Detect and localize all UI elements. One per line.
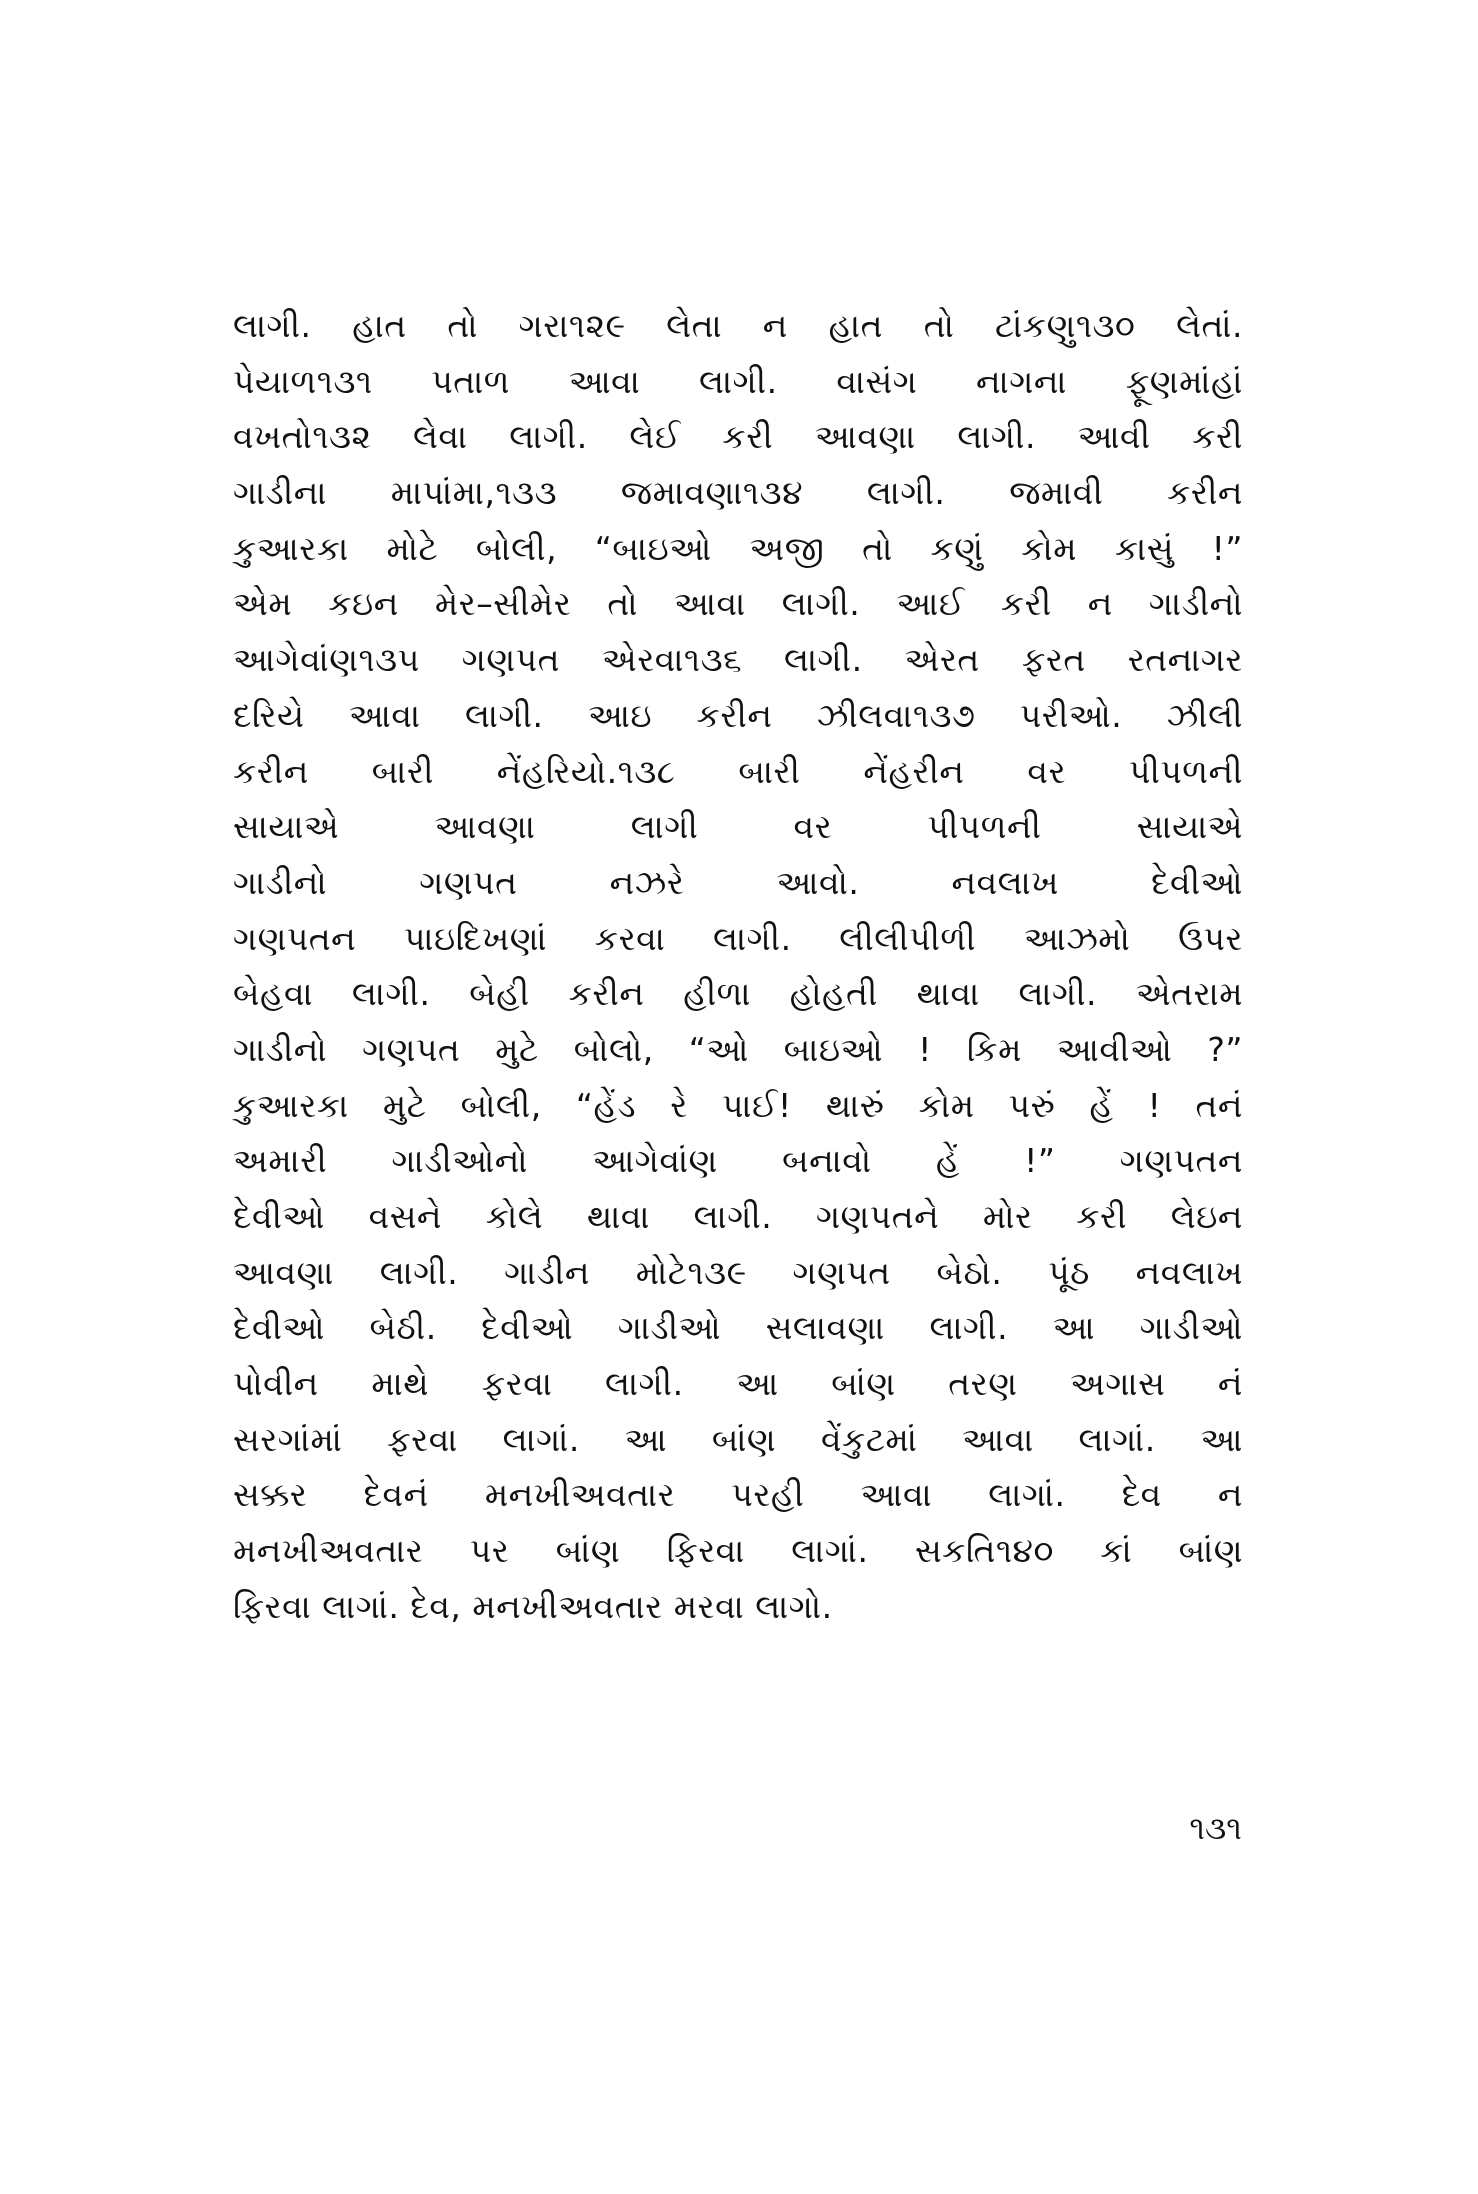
text-line: કરીન બારી નેંહરિયો.૧૩૮ બારી નેંહરીન વર પીપળની	[233, 751, 1243, 791]
text-line: એમ કઇન મેર–સીમેર તો આવા લાગી. આઈ કરી ન ગાડીનો	[233, 584, 1243, 624]
text-line: સરગાંમાં ફરવા લાગાં. આ બાંણ વેંકુટમાં આવા લાગાં. આ	[233, 1419, 1243, 1459]
text-line: ગાડીના માપાંમા,૧૩૩ જમાવણા૧૩૪ લાગી. જમાવી કરીન	[233, 473, 1243, 513]
text-line: ગાડીનો ગણપત મુટે બોલો, “ઓ બાઇઓ ! કિમ આવીઓ ?”	[233, 1029, 1243, 1069]
text-line: પોવીન માથે ફરવા લાગી. આ બાંણ તરણ અગાસ નં	[233, 1364, 1243, 1404]
text-line: દેવીઓ બેઠી. દેવીઓ ગાડીઓ સલાવણા લાગી. આ ગાડીઓ	[233, 1308, 1243, 1348]
text-line: વખતો૧૩૨ લેવા લાગી. લેઈ કરી આવણા લાગી. આવી કરી	[233, 417, 1243, 457]
page-number: ૧૩૧	[1189, 1809, 1242, 1847]
text-line: દેવીઓ વસને કોલે થાવા લાગી. ગણપતને મોર કરી લેઇન	[233, 1197, 1243, 1236]
text-line: ફિરવા લાગાં. દેવ, મનખીઅવતાર મરવા લાગો.	[233, 1586, 833, 1626]
text-line: આવણા લાગી. ગાડીન મોટે૧૩૯ ગણપત બેઠો. પૂંઠ નવલાખ	[233, 1252, 1243, 1292]
text-line: ગાડીનો ગણપત નઝરે આવો. નવલાખ દેવીઓ	[233, 862, 1243, 902]
text-line: ગણપતન પાઇદિખણાં કરવા લાગી. લીલીપીળી આઝમો ઉપર	[233, 918, 1243, 958]
text-line: પેયાળ૧૩૧ પતાળ આવા લાગી. વાસંગ નાગના ફૂણમાંહાં	[233, 361, 1243, 401]
text-line: સાયાએ આવણા લાગી વર પીપળની સાયાએ	[233, 807, 1243, 847]
text-line: કુઆરકા મોટે બોલી, “બાઇઓ અજી તો કણું કોમ કાસું !”	[233, 528, 1243, 568]
text-line: સક્કર દેવનં મનખીઅવતાર પરહી આવા લાગાં. દેવ ન	[233, 1475, 1243, 1515]
text-line: અમારી ગાડીઓનો આગેવાંણ બનાવો હેં !” ગણપતન	[233, 1141, 1243, 1181]
text-line: આગેવાંણ૧૩૫ ગણપત એરવા૧૩૬ લાગી. એરત ફરત રતનાગર	[233, 640, 1243, 680]
text-line: બેહવા લાગી. બેહી કરીન હીળા હોહતી થાવા લાગી. એતરામ	[233, 974, 1243, 1014]
text-line: કુઆરકા મુટે બોલી, “હેંડ રે પાઈ! થારું કોમ પરું હેં ! તનં	[233, 1085, 1243, 1125]
text-line: દરિયે આવા લાગી. આઇ કરીન ઝીલવા૧૩૭ પરીઓ. ઝીલી	[233, 695, 1243, 735]
text-line: લાગી. હાત તો ગરા૧૨૯ લેતા ન હાત તો ટાંકણુ૧૩૦ લેતાં.	[233, 306, 1243, 345]
text-line: મનખીઅવતાર પર બાંણ ફિરવા લાગાં. સકતિ૧૪૦ કાં બાંણ	[233, 1531, 1243, 1571]
body-text	[233, 298, 1243, 1635]
